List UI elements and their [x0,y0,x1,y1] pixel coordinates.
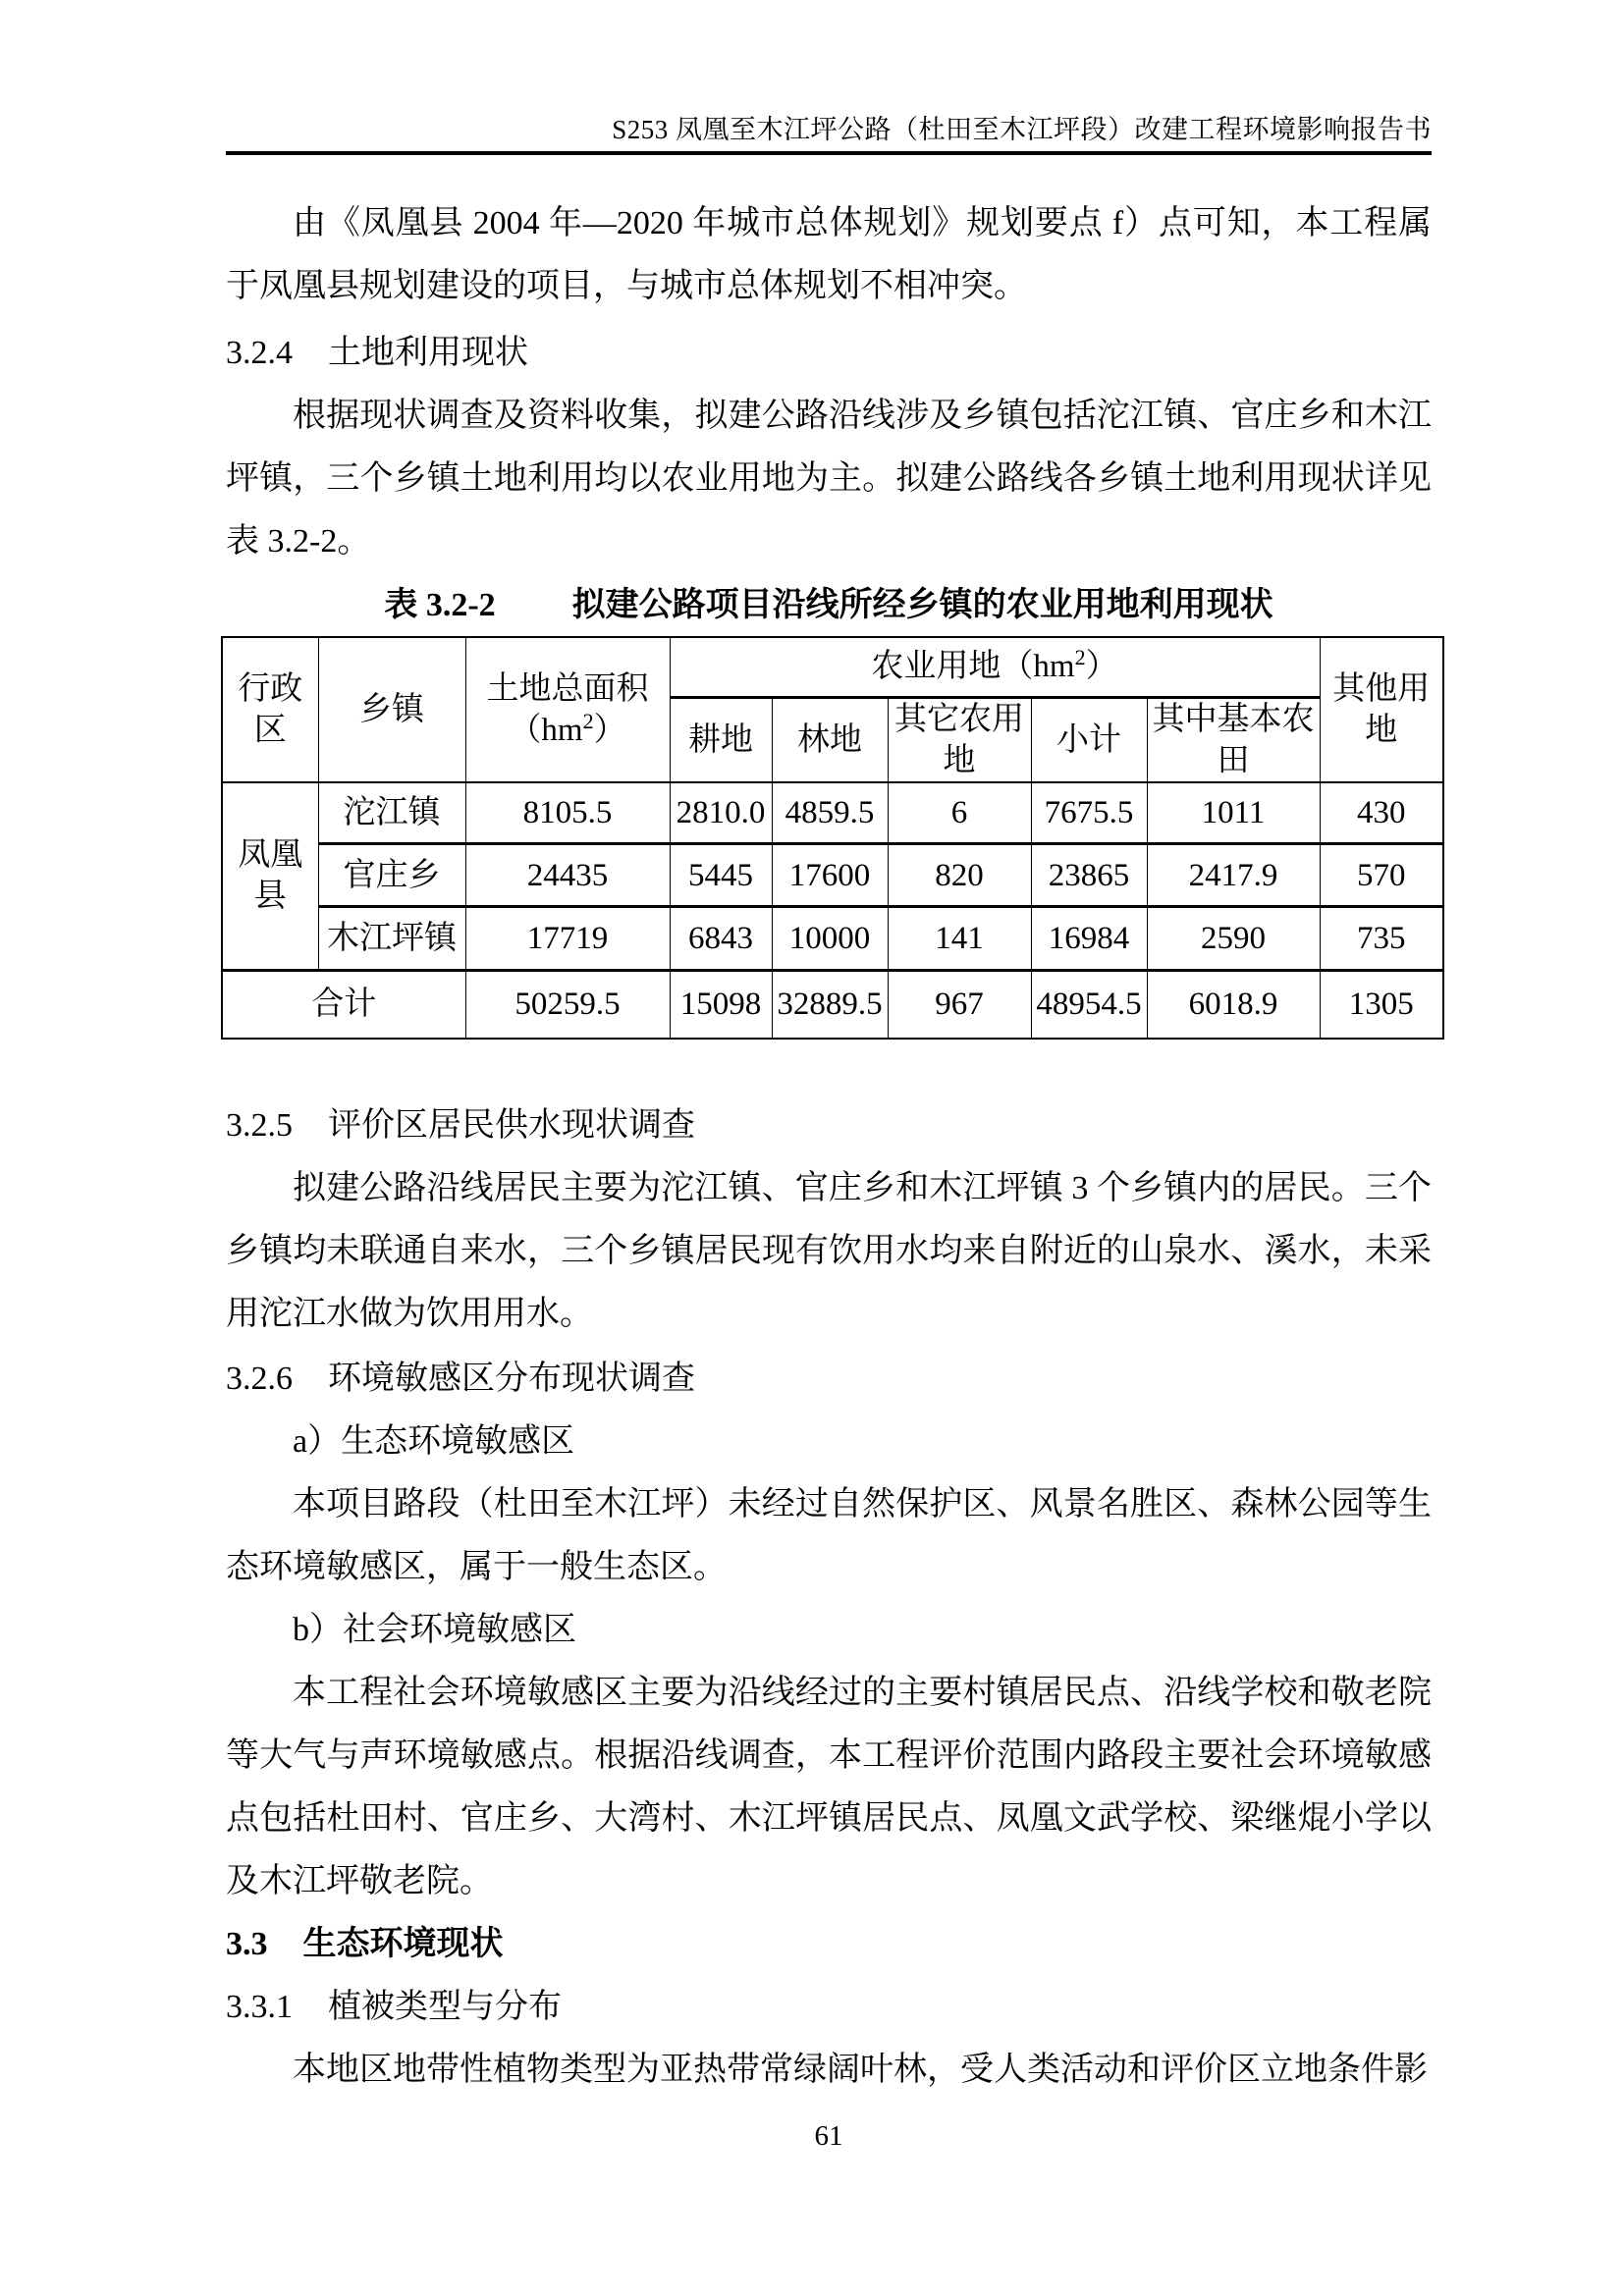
header-rule [226,151,1432,155]
heading-number: 3.2.6 [226,1360,293,1397]
heading-number: 3.3.1 [226,1988,293,2025]
heading-number: 3.3 [226,1925,268,1962]
item-b-social: b）社会环境敏感区 [293,1611,576,1648]
heading-number: 3.2.4 [226,335,293,371]
cell-farmland: 6843 [670,907,772,971]
cell-other-use: 570 [1320,844,1443,907]
cell-total-area: 17719 [465,907,670,971]
heading-title: 土地利用现状 [328,335,528,371]
cell-subtotal: 23865 [1031,844,1147,907]
cell-subtotal: 16984 [1031,907,1147,971]
table-caption-label: 表 3.2-2 [384,587,496,623]
cell-basic-farmland: 1011 [1147,782,1320,844]
cell-total-area: 24435 [465,844,670,907]
cell-total-area: 8105.5 [465,782,670,844]
cell-forest: 32889.5 [772,971,888,1039]
cell-total-area: 50259.5 [465,971,670,1039]
page-number: 61 [814,2120,843,2152]
ag-group-suffix: ） [1085,649,1118,685]
section-heading-3-3-1 [226,1976,1432,2039]
unit-superscript: 2 [582,708,594,733]
cell-forest: 10000 [772,907,888,971]
cell-county: 凤凰县 [222,782,318,971]
heading-title: 评价区居民供水现状调查 [328,1106,695,1144]
cell-forest: 17600 [772,844,888,907]
col-header-township: 乡镇 [318,637,465,782]
total-area-label: 土地总面积 [486,670,649,707]
col-header-other-use: 其他用地 [1320,637,1443,782]
section-heading-3-2-6 [226,1348,1432,1411]
cell-other-use: 735 [1320,907,1443,971]
paragraph-land-use: 根据现状调查及资料收集，拟建公路沿线涉及乡镇包括沱江镇、官庄乡和木江坪镇，三个乡镇土地利用均以农业用地为主。拟建公路线各乡镇土地利用现状详见表 3.2-2。 [226,398,1432,560]
heading-title: 植被类型与分布 [328,1988,562,2025]
col-header-basic-farmland: 其中基本农田 [1147,697,1320,782]
cell-subtotal: 48954.5 [1031,971,1147,1039]
section-heading-3-3 [226,1913,1432,1976]
cell-township: 沱江镇 [318,782,465,844]
table-row-mujiangping [222,907,1443,971]
cell-other-use: 430 [1320,782,1443,844]
cell-farmland: 15098 [670,971,772,1039]
cell-other-agricultural: 967 [888,971,1031,1039]
cell-other-agricultural: 141 [888,907,1031,971]
heading-title: 环境敏感区分布现状调查 [328,1360,695,1397]
unit-prefix: （hm [509,712,583,748]
col-header-other-agricultural: 其它农用地 [888,697,1031,782]
col-header-agricultural-group [670,637,1320,697]
cell-basic-farmland: 2417.9 [1147,844,1320,907]
table-row-guanzhuang [222,844,1443,907]
table-row-total [222,971,1443,1039]
section-heading-3-2-5 [226,1095,1432,1157]
item-a-ecological: a）生态环境敏感区 [293,1422,575,1460]
paragraph-intro: 由《凤凰县 2004 年—2020 年城市总体规划》规划要点 f）点可知，本工程属于凤凰县规划建设的项目，与城市总体规划不相冲突。 [226,205,1432,304]
section-heading-3-2-4 [226,322,1432,385]
cell-township: 木江坪镇 [318,907,465,971]
cell-basic-farmland: 6018.9 [1147,971,1320,1039]
unit-suffix: ） [593,712,626,748]
col-header-admin-region: 行政区 [222,637,318,782]
ag-group-superscript: 2 [1074,645,1086,670]
total-area-unit [468,710,668,751]
paragraph-water-supply: 拟建公路沿线居民主要为沱江镇、官庄乡和木江坪镇 3 个乡镇内的居民。三个乡镇均未联通自来水，三个乡镇居民现有饮用水均来自附近的山泉水、溪水，未采用沱江水做为饮用用水。 [226,1169,1432,1332]
cell-township: 官庄乡 [318,844,465,907]
cell-other-agricultural: 6 [888,782,1031,844]
cell-other-use: 1305 [1320,971,1443,1039]
cell-forest: 4859.5 [772,782,888,844]
land-use-table [221,636,1444,1040]
heading-title: 生态环境现状 [302,1925,504,1962]
paragraph-ecological: 本项目路段（杜田至木江坪）未经过自然保护区、风景名胜区、森林公园等生态环境敏感区，属于一般生态区。 [226,1485,1432,1585]
cell-total-label: 合计 [222,971,465,1039]
running-header: S253 凤凰至木江坪公路（杜田至木江坪段）改建工程环境影响报告书 [612,115,1432,144]
col-header-subtotal: 小计 [1031,697,1147,782]
table-caption-title: 拟建公路项目沿线所经乡镇的农业用地利用现状 [571,587,1273,623]
paragraph-vegetation: 本地区地带性植物类型为亚热带常绿阔叶林，受人类活动和评价区立地条件影 [293,2051,1428,2088]
table-row-tuojiang [222,782,1443,844]
col-header-total-area [465,637,670,782]
cell-basic-farmland: 2590 [1147,907,1320,971]
ag-group-prefix: 农业用地（hm [871,649,1075,685]
cell-farmland: 2810.0 [670,782,772,844]
paragraph-social: 本工程社会环境敏感区主要为沿线经过的主要村镇居民点、沿线学校和敬老院等大气与声环境敏感点。根据沿线调查，本工程评价范围内路段主要社会环境敏感点包括杜田村、官庄乡、大湾村、木江坪镇居民点、凤凰文武学校、梁继焜小学以及木江坪敬老院。 [226,1674,1432,1899]
cell-other-agricultural: 820 [888,844,1031,907]
table-caption [226,575,1432,636]
heading-number: 3.2.5 [226,1106,293,1144]
cell-farmland: 5445 [670,844,772,907]
col-header-farmland: 耕地 [670,697,772,782]
cell-subtotal: 7675.5 [1031,782,1147,844]
col-header-forest: 林地 [772,697,888,782]
